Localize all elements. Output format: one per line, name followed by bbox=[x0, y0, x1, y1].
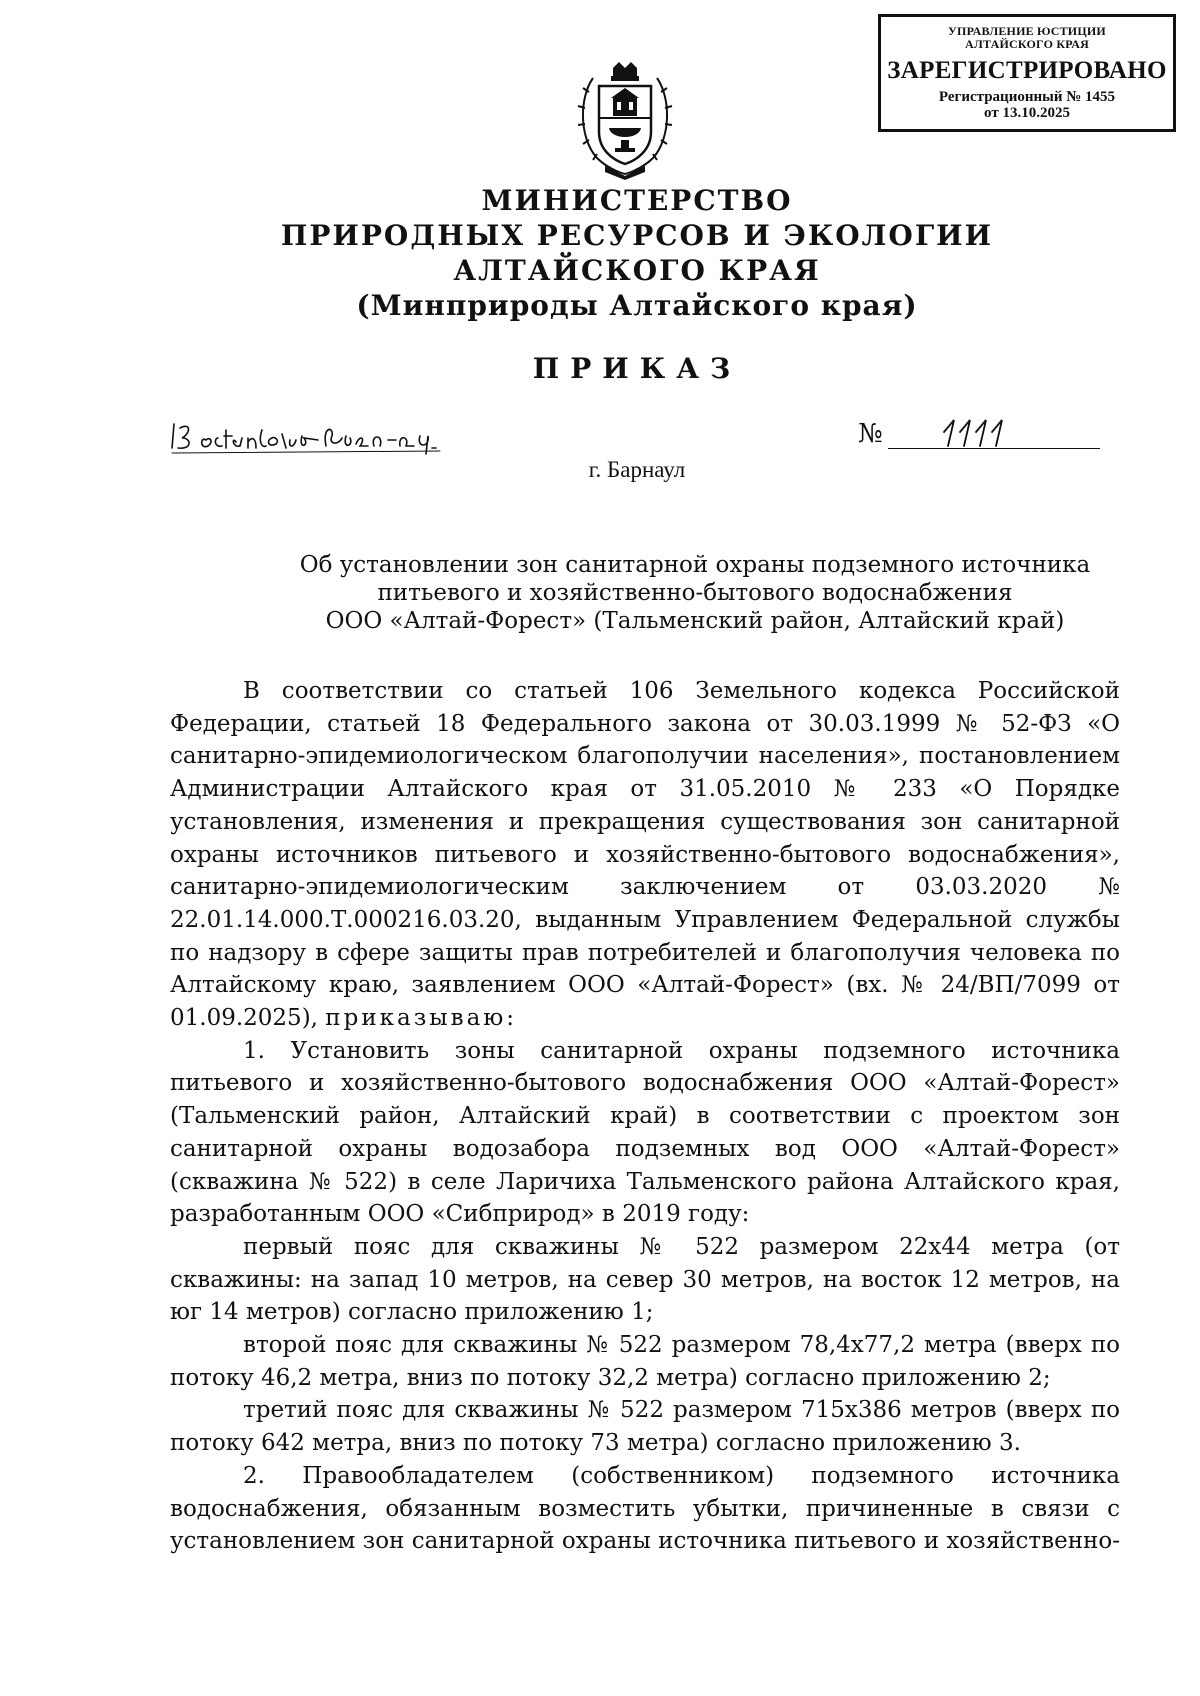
body-item2: 2. Правообладателем (собственником) подземного источника водоснабжения, обязанным возместить убытки, причиненные в связи с установлением зон санитарной охраны источника питьевого и хозяйственно- bbox=[170, 1462, 1120, 1555]
subject-line3: ООО «Алтай-Форест» (Тальменский район, Алтайский край) bbox=[325, 608, 1065, 634]
order-subject bbox=[250, 551, 1140, 635]
handwritten-date-signature bbox=[170, 416, 470, 456]
header-line2: ПРИРОДНЫХ РЕСУРСОВ И ЭКОЛОГИИ bbox=[280, 219, 994, 252]
header-line3: АЛТАЙСКОГО КРАЯ bbox=[453, 254, 821, 287]
stamp-authority-line1: УПРАВЛЕНИЕ ЮСТИЦИИ bbox=[948, 24, 1106, 38]
stamp-reg-date: от 13.10.2025 bbox=[984, 105, 1070, 122]
subject-line2: питьевого и хозяйственно-бытового водоснабжения bbox=[377, 580, 1013, 606]
stamp-status: ЗАРЕГИСТРИРОВАНО bbox=[887, 57, 1167, 85]
order-word: приказываю: bbox=[325, 1005, 518, 1032]
city: г. Барнаул bbox=[588, 457, 686, 482]
body-belt3: третий пояс для скважины № 522 размером 715x386 метров (вверх по потоку 642 метра, вниз по потоку 73 метра) согласно приложению 3. bbox=[170, 1397, 1120, 1457]
coat-of-arms-icon bbox=[575, 58, 675, 182]
doc-type-title: ПРИКАЗ bbox=[532, 352, 742, 385]
body-intro: В соответствии со статьей 106 Земельного кодекса Российской Федерации, статьей 18 Федерального закона от 30.03.1999 № 52-ФЗ «О санитарно-эпидемиологическом благополучии населения», постановлением Администрации Алтайского края от 31.05.2010 № 233 «О Порядке установления, изменения и прекращения существования зон санитарной охраны источников питьевого и хозяйственно-бытового водоснабжения», санитарно-эпидемиологическим заключением от 03.03.2020 № 22.01.14.000.Т.000216.03.20, выданным Управлением Федеральной службы по надзору в сфере защиты прав потребителей и благополучия человека по Алтайскому краю, заявлением ООО «Алтай-Форест» (вх. № 24/ВП/7099 от 01.09.2025), bbox=[170, 678, 1120, 1032]
stamp-reg-number: Регистрационный № 1455 bbox=[938, 88, 1116, 105]
body-intro-paragraph bbox=[170, 675, 1120, 1035]
stamp-authority bbox=[881, 25, 1173, 51]
order-body bbox=[170, 675, 1120, 1558]
body-belt2: второй пояс для скважины № 522 размером 78,4x77,2 метра (вверх по потоку 46,2 метра, вниз по потоку 32,2 метра) согласно приложению 2; bbox=[170, 1332, 1120, 1391]
ministry-header bbox=[0, 183, 1200, 323]
subject-line1: Об установлении зон санитарной охраны подземного источника bbox=[299, 552, 1091, 578]
order-number-label: № bbox=[858, 419, 883, 449]
body-belt1: первый пояс для скважины № 522 размером 22x44 метра (от скважины: на запад 10 метров, на север 30 метров, на восток 12 метров, на юг 14 метров) согласно приложению 1; bbox=[170, 1233, 1120, 1326]
header-line1: МИНИСТЕРСТВО bbox=[481, 184, 793, 217]
handwritten-order-number bbox=[940, 414, 1010, 450]
body-item1: 1. Установить зоны санитарной охраны подземного источника питьевого и хозяйственно-бытового водоснабжения ООО «Алтай-Форест» (Тальменский район, Алтайский край) в соответствии с проектом зон санитарной охраны водозабора подземных вод ООО «Алтай-Форест» (скважина № 522) в селе Ларичиха Тальменского района Алтайского края, разработанным ООО «Сибприрод» в 2019 году: bbox=[170, 1037, 1120, 1228]
registration-stamp bbox=[878, 14, 1176, 132]
header-short-name: (Минприроды Алтайского края) bbox=[356, 289, 918, 322]
stamp-authority-line2: АЛТАЙСКОГО КРАЯ bbox=[965, 37, 1089, 52]
